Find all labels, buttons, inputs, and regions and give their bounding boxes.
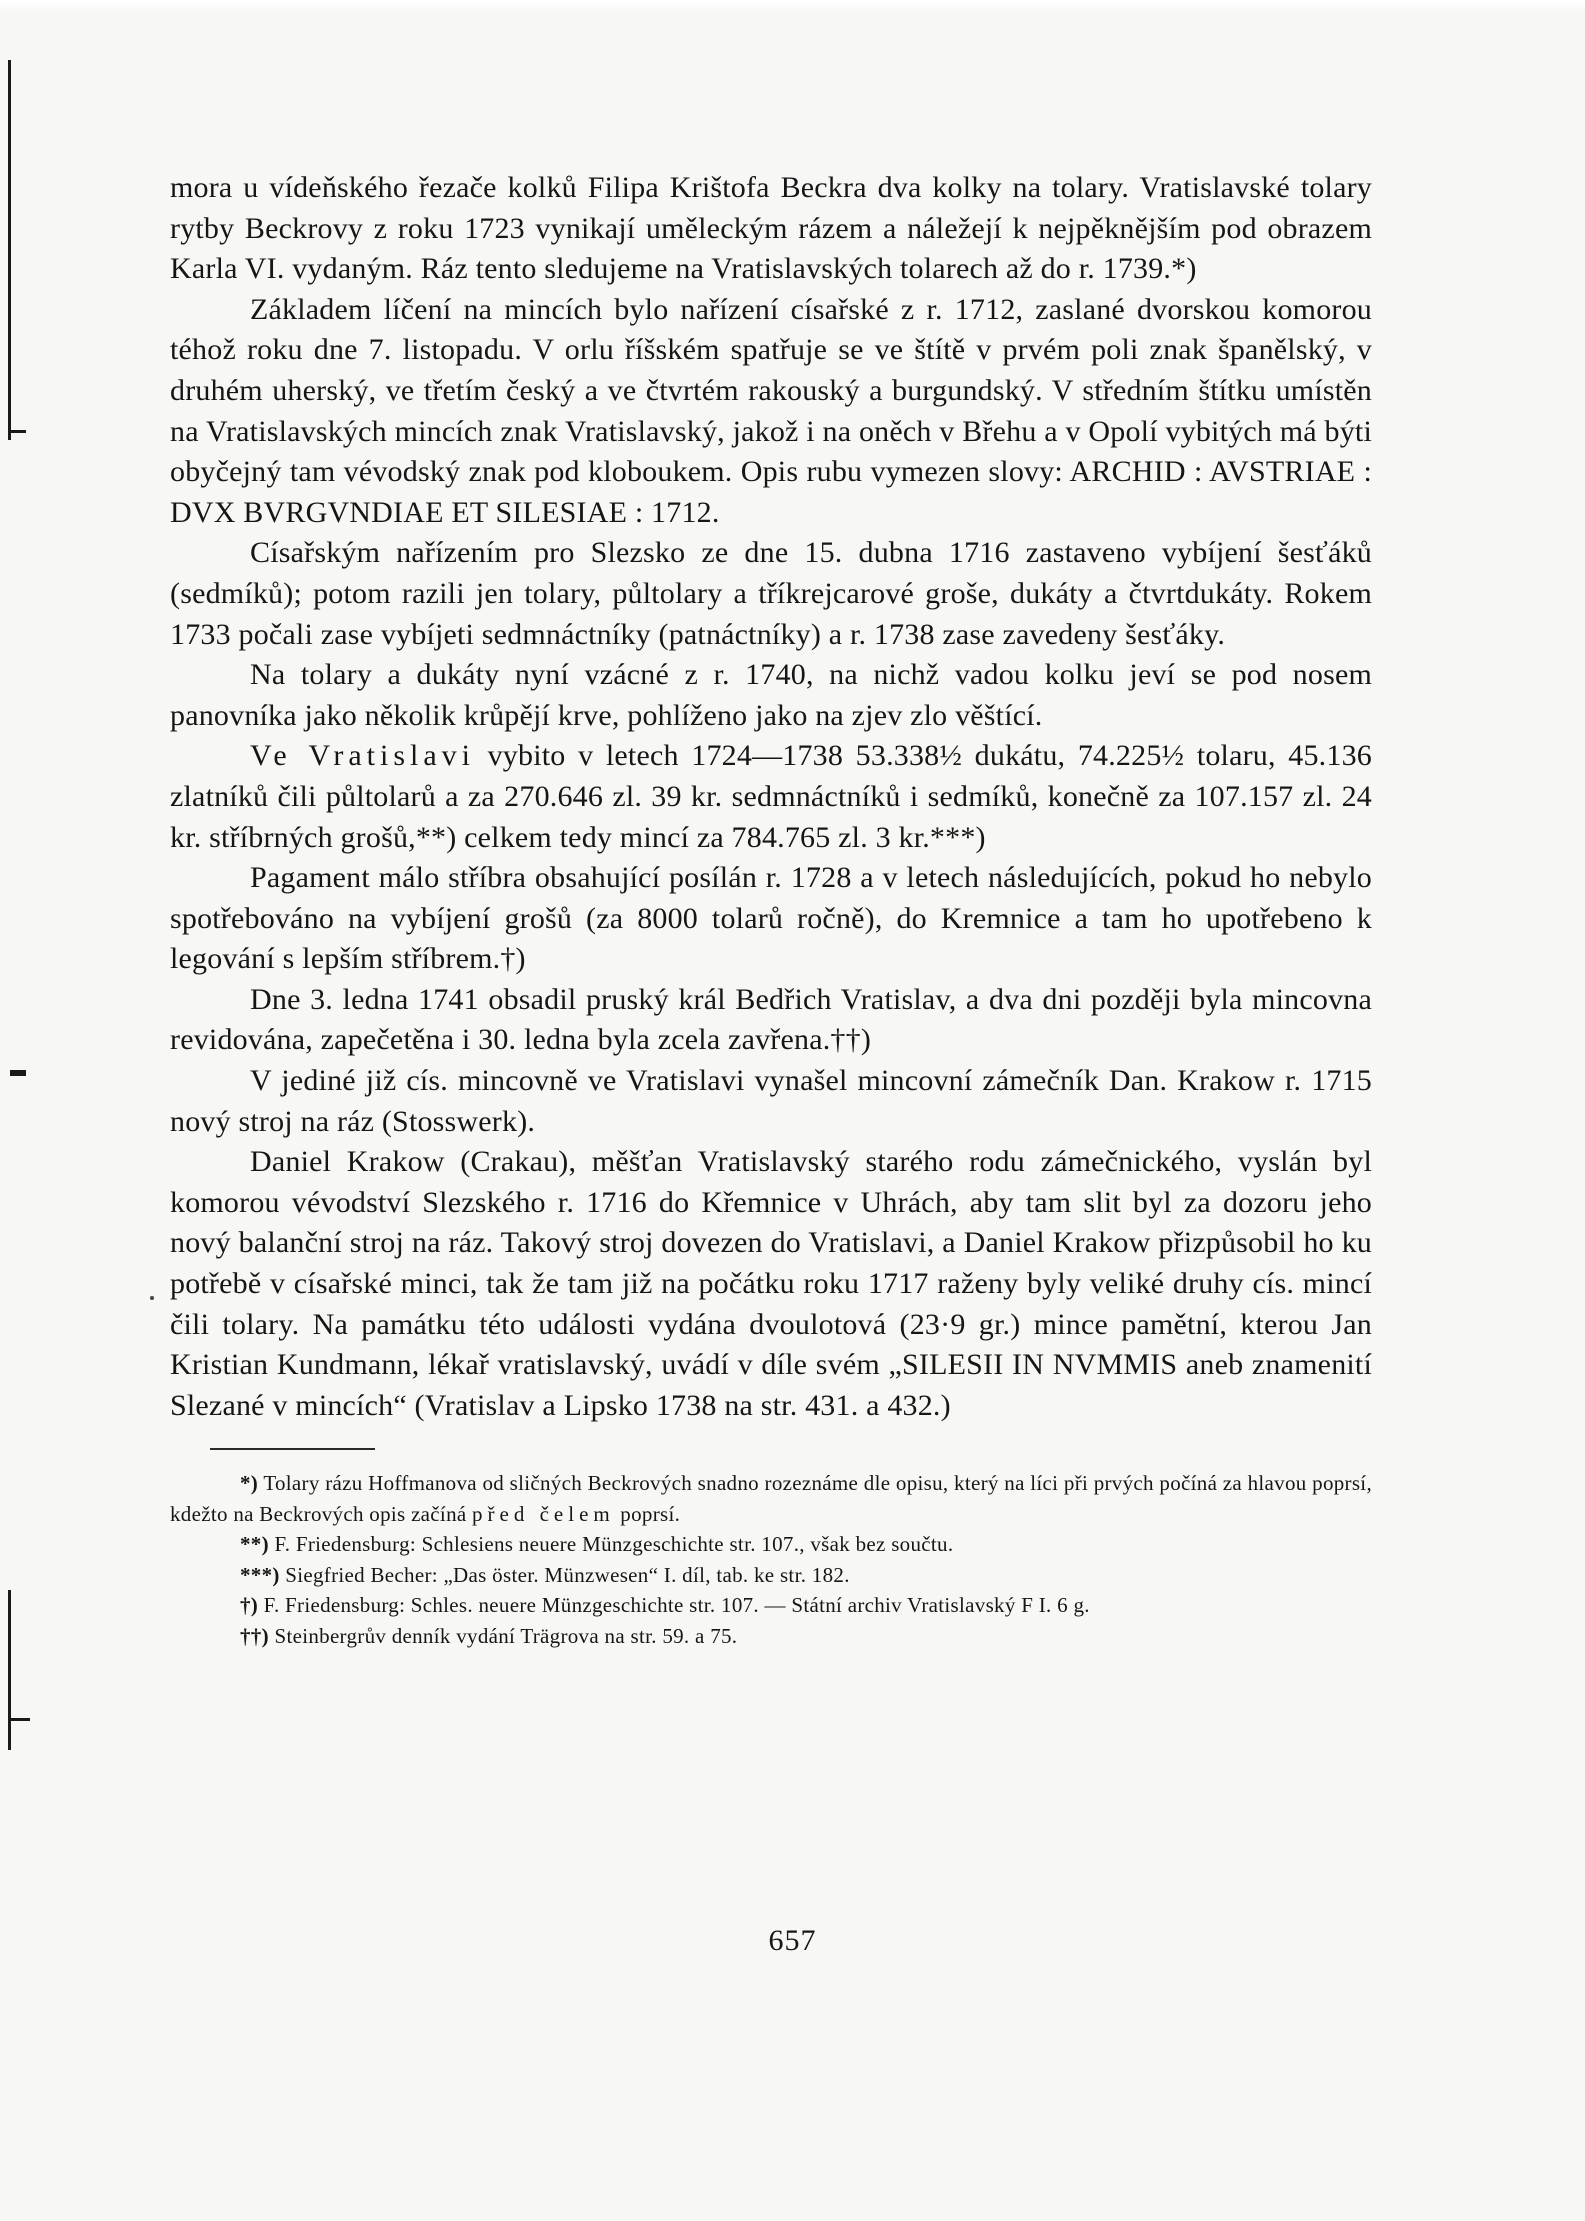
footnote-mark: *) [240,1471,259,1496]
footnote-mark: †) [240,1593,259,1618]
footnote-mark: ††) [240,1623,269,1648]
footnotes [170,1468,1372,1651]
footnote-1 [170,1468,1372,1529]
binding-mark-middle [10,1070,26,1076]
paragraph-1: mora u vídeňského řezače kolků Filipa Krištofa Beckra dva kolky na tolary. Vratislavské tolary rytby Beckrovy z roku 1723 vynikají uměleckým rázem a náležejí k nejpěknějším pod obrazem Karla VI. vydaným. Ráz tento sledujeme na Vratislavských tolarech až do r. 1739.*) [170,171,1372,286]
binding-mark-bottom [8,1590,11,1750]
paragraph-3: Císařským nařízením pro Slezsko ze dne 15. dubna 1716 zastaveno vybíjení šesťáků (sedmíků); potom razili jen tolary, půltolary a tříkrejcarové groše, dukáty a čtvrtdukáty. Rokem 1733 počali zase vybíjeti sedmnáctníky (patnáctníky) a r. 1738 zase zavedeny šesťáky. [170,536,1372,651]
footnote-text: Steinbergrův denník vydání Trägrova na str. 59. a 75. [274,1623,738,1648]
binding-mark-top [8,60,11,440]
footnote-mark: ***) [240,1562,280,1587]
paragraph-6: Pagament málo stříbra obsahující posílán r. 1728 a v letech následujících, pokud ho nebylo spotřebováno na vybíjení grošů (za 8000 tolarů ročně), do Kremnice a tam ho upotřebeno k legování s lepším stříbrem.†) [170,861,1372,976]
paragraph-2: Základem líčení na mincích bylo nařízení císařské z r. 1712, zaslané dvorskou komorou téhož roku dne 7. listopadu. V orlu říšském spatřuje se ve štítě v prvém poli znak španělský, v druhém uherský, ve třetím český a ve čtvrtém rakouský a burgundský. V středním štítku umístěn na Vratislavských mincích znak Vratislavský, jakož i na oněch v Břehu a v Opolí vybitých má býti obyčejný tam vévodský znak pod kloboukem. Opis rubu vymezen slovy: ARCHID : AVSTRIAE : DVX BVRGVNDIAE ET SILESIAE : 1712. [170,292,1372,529]
spaced-emphasis: Ve Vratislavi [250,739,476,773]
footnote-text: F. Friedensburg: Schlesiens neuere Münzgeschichte str. 107., však bez součtu. [274,1532,954,1557]
paragraph-5: Ve Vratislavi vybito v letech 1724—1738 53.338½ dukátu, 74.225½ tolaru, 45.136 zlatníků čili půltolarů a za 270.646 zl. 39 kr. sedmnáctníků i sedmíků, konečně za 107.157 zl. 24 kr. stříbrných grošů,**) celkem tedy mincí za 784.765 zl. 3 kr.***) [170,739,1372,854]
footnote-mark: **) [240,1532,269,1557]
footnote-4 [170,1590,1372,1621]
paragraph-8: V jediné již cís. mincovně ve Vratislavi vynašel mincovní zámečník Dan. Krakow r. 1715 nový stroj na ráz (Stosswerk). [170,1064,1372,1138]
footnote-text: Tolary rázu Hoffmanova od sličných Beckrových snadno rozeznáme dle opisu, který na líci při prvých počíná za hlavou poprsí, kdežto na Beckrových opis začíná před čelem poprsí. [170,1471,1372,1526]
footnote-5 [170,1621,1372,1652]
footnote-text: Siegfried Becher: „Das öster. Münzwesen“ I. díl, tab. ke str. 182. [285,1562,850,1587]
footnote-divider [210,1448,375,1450]
footnote-text: F. Friedensburg: Schles. neuere Münzgeschichte str. 107. — Státní archiv Vratislavský F I. 6 g. [263,1593,1090,1618]
scan-dot [150,1296,154,1300]
footnote-3 [170,1560,1372,1591]
article-body [170,168,1372,1651]
paragraph-9: Daniel Krakow (Crakau), měšťan Vratislavský starého rodu zámečnického, vyslán byl komorou vévodství Slezského r. 1716 do Křemnice v Uhrách, aby tam slit byl za dozoru jeho nový balanční stroj na ráz. Takový stroj dovezen do Vratislavi, a Daniel Krakow přizpůsobil ho ku potřebě v císařské minci, tak že tam již na počátku roku 1717 raženy byly veliké druhy cís. mincí čili tolary. Na památku této události vydána dvoulotová (23·9 gr.) mince pamětní, kterou Jan Kristian Kundmann, lékař vratislavský, uvádí v díle svém „SILESII IN NVMMIS aneb znamenití Slezané v mincích“ (Vratislav a Lipsko 1738 na str. 431. a 432.) [170,1145,1372,1422]
page-edge [0,0,1585,14]
paragraph-7: Dne 3. ledna 1741 obsadil pruský král Bedřich Vratislav, a dva dni později byla mincovna revidována, zapečetěna i 30. ledna byla zcela zavřena.††) [170,982,1372,1057]
page-number: 657 [768,1924,817,1957]
footnote-2 [170,1529,1372,1560]
binding-mark-top-tick [8,430,26,433]
binding-mark-bottom-tick [8,1718,30,1721]
paragraph-4: Na tolary a dukáty nyní vzácné z r. 1740, na nichž vadou kolku jeví se pod nosem panovníka jako několik krůpějí krve, pohlíženo jako na zjev zlo věštící. [170,658,1372,732]
spaced-emphasis: před čelem [472,1501,615,1526]
